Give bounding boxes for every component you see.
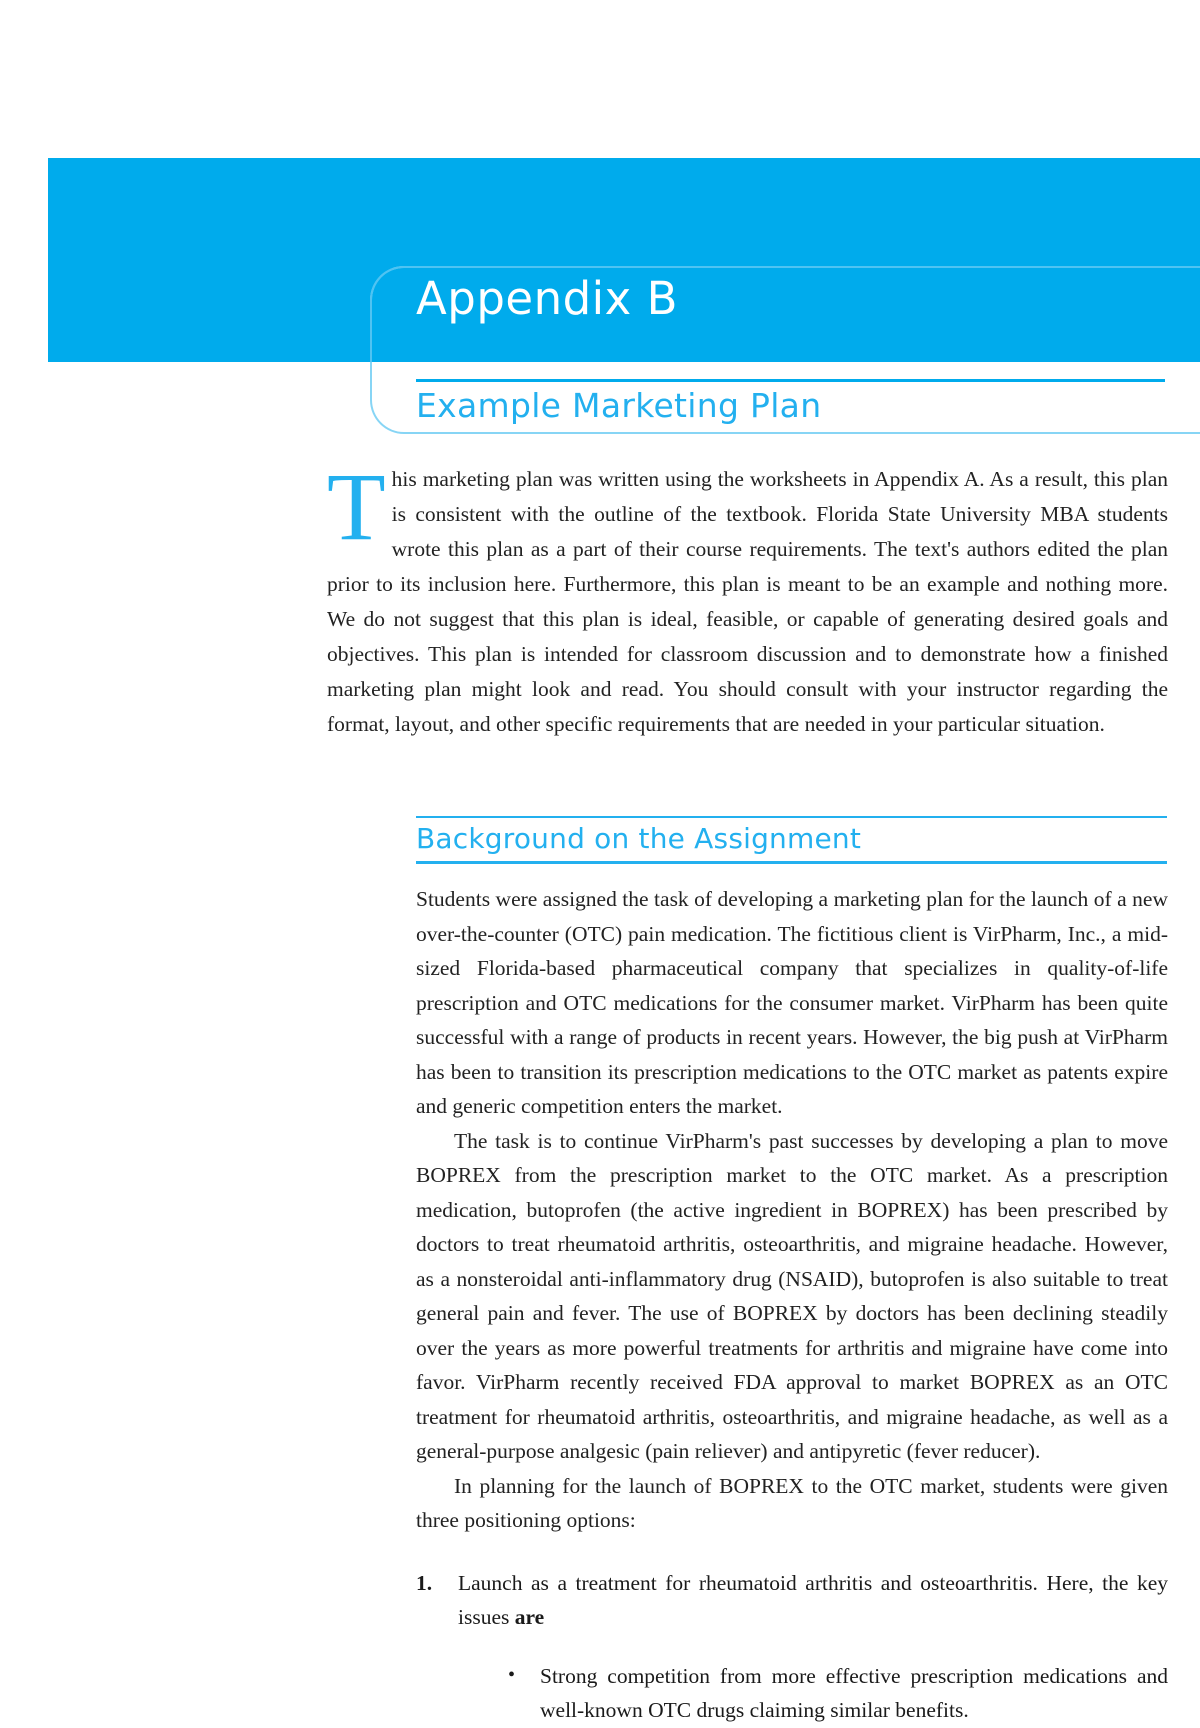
page-header <box>0 0 1200 450</box>
list-item-number: 1. <box>416 1570 433 1595</box>
appendix-title: Appendix B <box>416 272 678 325</box>
intro-paragraph-text: his marketing plan was written using the worksheets in Appendix A. As a result, this plan is consistent with the outline of the textbook. Florida State University MBA students wrote this plan as a part of their course requirements. The text's authors edited the plan prior to its inclusion here. Furthermore, this plan is meant to be an example and nothing more. We do not suggest that this plan is ideal, feasible, or capable of generating desired goals and objectives. This plan is intended for classroom discussion and to demonstrate how a finished marketing plan might look and read. You should consult with your instructor regarding the format, layout, and other specific requirements that are needed in your particular situation. <box>327 467 1168 736</box>
page-content <box>327 453 1168 1728</box>
positioning-options-list <box>416 1566 1168 1728</box>
body-paragraph-2: The task is to continue VirPharm's past successes by developing a plan to move BOPREX from the prescription market to the OTC market. As a prescription medication, butoprofen (the active ingredient in BOPREX) has been prescribed by doctors to treat rheumatoid arthritis, osteoarthritis, and migraine headache. However, as a nonsteroidal anti-inflammatory drug (NSAID), butoprofen is also suitable to treat general pain and fever. The use of BOPREX by doctors has been declining steadily over the years as more powerful treatments for arthritis and migraine have come into favor. VirPharm recently received FDA approval to market BOPREX as an OTC treatment for rheumatoid arthritis, osteoarthritis, and migraine headache, as well as a general-purpose analgesic (pain reliever) and antipyretic (fever reducer). <box>416 1128 1168 1464</box>
intro-paragraph <box>327 453 1168 742</box>
body-paragraph-1: Students were assigned the task of developing a marketing plan for the launch of a new over-the-counter (OTC) pain medication. The fictitious client is VirPharm, Inc., a mid-sized Florida-based pharmaceutical company that specializes in quality-of-life prescription and OTC medications for the consumer market. VirPharm has been quite successful with a range of products in recent years. However, the big push at VirPharm has been to transition its prescription medications to the OTC market as patents expire and generic competition enters the market. <box>416 887 1168 1119</box>
body-paragraph-3: In planning for the launch of BOPREX to the OTC market, students were given three positioning options: <box>416 1473 1168 1533</box>
page-subtitle: Example Marketing Plan <box>416 386 822 425</box>
section-body <box>416 882 1168 1728</box>
list-item-emphasis: are <box>514 1605 545 1630</box>
list-item <box>500 1659 1168 1728</box>
list-item-text: Launch as a treatment for rheumatoid arthritis and osteoarthritis. Here, the key issues <box>458 1570 1168 1630</box>
section-heading-block <box>416 816 1167 864</box>
list-item <box>416 1566 1168 1728</box>
bullet-dot-icon: • <box>508 1663 516 1686</box>
drop-cap: T <box>327 453 386 560</box>
sub-bullet-list <box>458 1659 1168 1728</box>
section-heading: Background on the Assignment <box>416 822 862 855</box>
title-divider-rule <box>416 379 1165 382</box>
sub-bullet-text: Strong competition from more effective prescription medications and well-known OTC drugs claiming similar benefits. <box>540 1663 1168 1723</box>
section-rule-bottom <box>416 861 1167 864</box>
